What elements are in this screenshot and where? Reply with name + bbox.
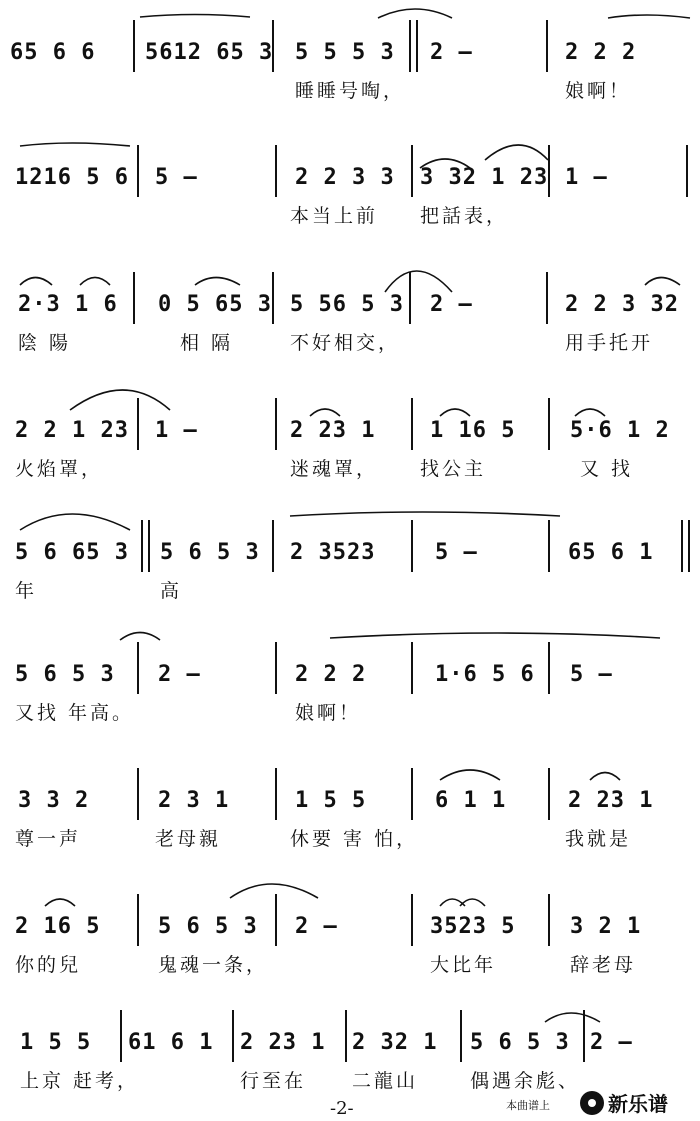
barline (546, 20, 548, 72)
lyric-text: 我就是 (565, 828, 632, 850)
measure-notes: 61 6 1 (128, 1030, 214, 1055)
barline (275, 145, 277, 197)
barline (411, 398, 413, 450)
measure-notes: 2 – (590, 1030, 633, 1055)
measure-notes: 2 23 1 (290, 418, 376, 443)
lyric-text: 年 (15, 580, 38, 602)
barline (272, 272, 274, 324)
measure-notes: 2 2 1 23 (15, 418, 129, 443)
lyric-text: 大比年 (430, 954, 497, 976)
measure-notes: 0 5 65 3 (158, 292, 272, 317)
lyric-text: 二龍山 (352, 1070, 419, 1092)
repeat-barline (409, 20, 418, 72)
measure-notes: 1 – (155, 418, 198, 443)
measure-notes: 2 2 2 (565, 40, 637, 65)
lyric-text: 老母親 (155, 828, 222, 850)
measure-notes: 65 6 1 (568, 540, 654, 565)
barline (275, 768, 277, 820)
lyric-text: 你的兒 (15, 954, 82, 976)
measure-notes: 3 3 2 (18, 788, 90, 813)
barline (548, 642, 550, 694)
page-number: -2- (330, 1098, 354, 1119)
measure-notes: 5612 65 3 (145, 40, 274, 65)
barline (137, 642, 139, 694)
measure-notes: 3523 5 (430, 914, 516, 939)
measure-notes: 5 6 5 3 (158, 914, 258, 939)
measure-notes: 2 23 1 (240, 1030, 326, 1055)
barline (120, 1010, 122, 1062)
barline (345, 1010, 347, 1062)
footer-text: 本曲谱上 (506, 1099, 550, 1112)
barline (275, 894, 277, 946)
measure-notes: 5 – (435, 540, 478, 565)
lyric-text: 休要 害 怕， (290, 828, 419, 850)
barline (137, 894, 139, 946)
site-logo (580, 1088, 668, 1117)
lyric-text: 上京 赶考， (20, 1070, 140, 1092)
lyric-text: 又找 年高。 (15, 702, 135, 724)
measure-notes: 5 6 65 3 (15, 540, 129, 565)
lyric-text: 相 隔 (180, 332, 234, 354)
measure-notes: 2 3523 (290, 540, 376, 565)
lyric-text: 娘啊！ (565, 80, 632, 102)
barline (548, 768, 550, 820)
measure-notes: 2 2 3 32 (565, 292, 679, 317)
barline (133, 20, 135, 72)
barline (411, 642, 413, 694)
lyric-text: 辞老母 (570, 954, 637, 976)
measure-notes: 1 – (565, 165, 608, 190)
lyric-text: 迷魂罩， (290, 458, 379, 480)
measure-notes: 5 5 5 3 (295, 40, 395, 65)
lyric-text: 找公主 (420, 458, 487, 480)
measure-notes: 5 – (570, 662, 613, 687)
measure-notes: 2 2 2 (295, 662, 367, 687)
repeat-barline (681, 520, 690, 572)
measure-notes: 6 1 1 (435, 788, 507, 813)
measure-notes: 1216 5 6 (15, 165, 129, 190)
barline (409, 272, 411, 324)
measure-notes: 2 3 1 (158, 788, 230, 813)
lyric-text: 不好相交， (290, 332, 401, 354)
barline (137, 145, 139, 197)
barline (548, 145, 550, 197)
barline (232, 1010, 234, 1062)
barline (583, 1010, 585, 1062)
measure-notes: 2 2 3 3 (295, 165, 395, 190)
barline (411, 768, 413, 820)
barline (411, 145, 413, 197)
barline (548, 398, 550, 450)
repeat-barline (141, 520, 150, 572)
barline (411, 894, 413, 946)
lyric-text: 本当上前 (290, 205, 379, 227)
lyric-text: 鬼魂一条， (158, 954, 269, 976)
measure-notes: 5 56 5 3 (290, 292, 404, 317)
barline (686, 145, 688, 197)
measure-notes: 2 – (295, 914, 338, 939)
measure-notes: 2 23 1 (568, 788, 654, 813)
barline (272, 520, 274, 572)
measure-notes: 5 – (155, 165, 198, 190)
measure-notes: 2 – (430, 292, 473, 317)
measure-notes: 3 2 1 (570, 914, 642, 939)
measure-notes: 2 – (430, 40, 473, 65)
barline (275, 642, 277, 694)
logo-text: 新乐谱 (608, 1092, 668, 1116)
lyric-text: 娘啊！ (295, 702, 362, 724)
barline (275, 398, 277, 450)
lyric-text: 尊一声 (15, 828, 82, 850)
measure-notes: 5·6 1 2 (570, 418, 670, 443)
measure-notes: 1 16 5 (430, 418, 516, 443)
barline (548, 520, 550, 572)
vinyl-record-icon (580, 1091, 604, 1115)
measure-notes: 2 16 5 (15, 914, 101, 939)
measure-notes: 5 6 5 3 (15, 662, 115, 687)
lyric-text: 用手托开 (565, 332, 654, 354)
measure-notes: 5 6 5 3 (470, 1030, 570, 1055)
lyric-text: 又 找 (580, 458, 634, 480)
measure-notes: 1 5 5 (295, 788, 367, 813)
lyric-text: 偶遇余彪、 (470, 1070, 581, 1092)
measure-notes: 1 5 5 (20, 1030, 92, 1055)
barline (460, 1010, 462, 1062)
measure-notes: 5 6 5 3 (160, 540, 260, 565)
lyric-text: 高 (160, 580, 183, 602)
measure-notes: 65 6 6 (10, 40, 96, 65)
lyric-text: 行至在 (240, 1070, 307, 1092)
measure-notes: 2·3 1 6 (18, 292, 118, 317)
lyric-text: 把話表， (420, 205, 509, 227)
barline (546, 272, 548, 324)
measure-notes: 3 32 1 23 (420, 165, 549, 190)
barline (411, 520, 413, 572)
barline (137, 398, 139, 450)
lyric-text: 陰 陽 (18, 332, 72, 354)
lyric-text: 火焰罩， (15, 458, 104, 480)
barline (548, 894, 550, 946)
measure-notes: 1·6 5 6 (435, 662, 535, 687)
measure-notes: 2 32 1 (352, 1030, 438, 1055)
measure-notes: 2 – (158, 662, 201, 687)
barline (133, 272, 135, 324)
barline (137, 768, 139, 820)
lyric-text: 睡睡号啕， (295, 80, 406, 102)
